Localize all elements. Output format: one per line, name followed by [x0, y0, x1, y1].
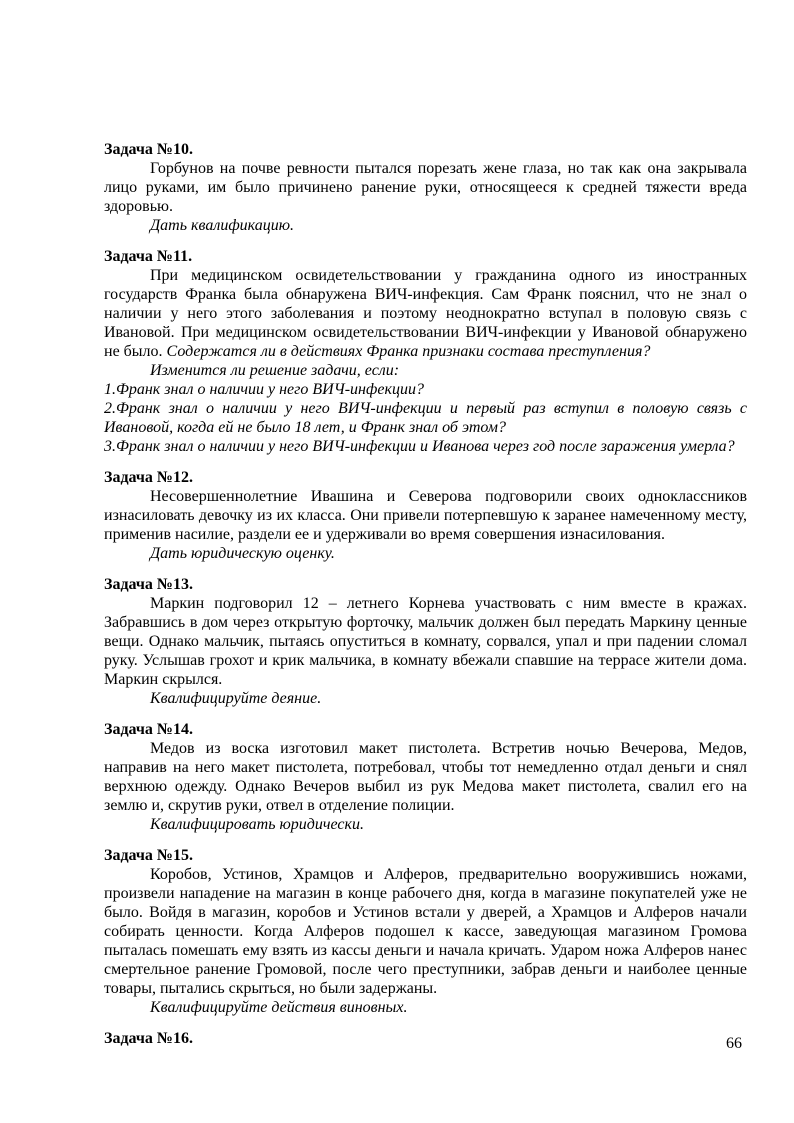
task-paragraph	[104, 361, 747, 380]
task-paragraph	[104, 544, 747, 563]
task-paragraph	[104, 437, 747, 456]
text-run: Квалифицируйте деяние.	[150, 690, 322, 707]
task-block	[104, 140, 747, 235]
text-run: Несовершеннолетние Ивашина и Северова подговорили своих одноклассников изнасиловать девочку из их класса. Они привели потерпевшую к заранее намеченному месту, применив насилие, раздели ее и удерживали во время совершения изнасилования.	[104, 488, 747, 543]
task-heading: Задача №13.	[104, 576, 193, 593]
tasks-container	[104, 140, 747, 1048]
task-paragraph	[104, 739, 747, 815]
task-paragraph	[104, 266, 747, 361]
text-run: Дать квалификацию.	[150, 217, 295, 234]
text-run: Горбунов на почве ревности пытался порезать жене глаза, но так как она закрывала лицо руками, им было причинено ранение руки, относящееся к средней тяжести вреда здоровью.	[104, 160, 747, 215]
task-paragraph	[104, 865, 747, 998]
task-heading: Задача №15.	[104, 847, 193, 864]
text-run: 2.Франк знал о наличии у него ВИЧ-инфекции и первый раз вступил в половую связь с Ивановой, когда ей не было 18 лет, и Франк знал об этом?	[104, 400, 747, 436]
task-heading: Задача №11.	[104, 248, 193, 265]
text-run: 3.Франк знал о наличии у него ВИЧ-инфекции и Иванова через год после заражения умерла?	[104, 438, 735, 455]
text-run: Квалифицировать юридически.	[150, 816, 364, 833]
task-paragraph	[104, 216, 747, 235]
task-paragraph	[104, 487, 747, 544]
text-run: Медов из воска изготовил макет пистолета. Встретив ночью Вечерова, Медов, направив на него макет пистолета, потребовал, чтобы тот немедленно отдал деньги и снял верхнюю одежду. Однако Вечеров выбил из рук Медова макет пистолета, свалил его на землю и, скрутив руки, отвел в отделение полиции.	[104, 740, 747, 814]
text-run: Дать юридическую оценку.	[150, 545, 335, 562]
task-block	[104, 720, 747, 834]
text-run: 1.Франк знал о наличии у него ВИЧ-инфекции?	[104, 381, 424, 398]
task-heading: Задача №12.	[104, 469, 193, 486]
text-run: При медицинском освидетельствовании у гражданина одного из иностранных государств Франка была обнаружена ВИЧ-инфекция. Сам Франк пояснил, что не знал о наличии у него этого заболевания и поэтому неоднократно вступал в половую связь с Ивановой. При медицинском освидетельствовании ВИЧ-инфекции у Ивановой обнаружено не было.	[104, 267, 747, 360]
text-run: Маркин подговорил 12 – летнего Корнева участвовать с ним вместе в кражах. Забравшись в дом через открытую форточку, мальчик должен был передать Маркину ценные вещи. Однако мальчик, пытаясь опуститься в комнату, сорвался, упал и при падении сломал руку. Услышав грохот и крик мальчика, в комнату вбежали спавшие на террасе жители дома. Маркин скрылся.	[104, 595, 747, 688]
task-block	[104, 575, 747, 708]
text-run: Содержатся ли в действиях Франка признаки состава преступления?	[166, 343, 651, 360]
page-number: 66	[726, 1035, 742, 1052]
task-heading: Задача №10.	[104, 141, 193, 158]
task-paragraph	[104, 815, 747, 834]
task-block	[104, 247, 747, 456]
task-heading: Задача №14.	[104, 721, 193, 738]
text-run: Коробов, Устинов, Храмцов и Алферов, предварительно вооружившись ножами, произвели нападение на магазин в конце рабочего дня, когда в магазине покупателей уже не было. Войдя в магазин, коробов и Устинов встали у дверей, а Храмцов и Алферов начали собирать ценности. Когда Алферов подошел к кассе, заведующая магазином Громова пыталась помешать ему взять из кассы деньги и начала кричать. Ударом ножа Алферов нанес смертельное ранение Громовой, после чего преступники, забрав деньги и наиболее ценные товары, пытались скрыться, но были задержаны.	[104, 866, 747, 997]
task-paragraph	[104, 399, 747, 437]
text-run: Квалифицируйте действия виновных.	[150, 999, 408, 1016]
task-heading: Задача №16.	[104, 1030, 193, 1047]
task-paragraph	[104, 594, 747, 689]
task-block	[104, 846, 747, 1017]
task-paragraph	[104, 689, 747, 708]
text-run: Изменится ли решение задачи, если:	[150, 362, 400, 379]
task-paragraph	[104, 159, 747, 216]
task-paragraph	[104, 998, 747, 1017]
task-paragraph	[104, 380, 747, 399]
task-block	[104, 1029, 747, 1048]
task-block	[104, 468, 747, 563]
